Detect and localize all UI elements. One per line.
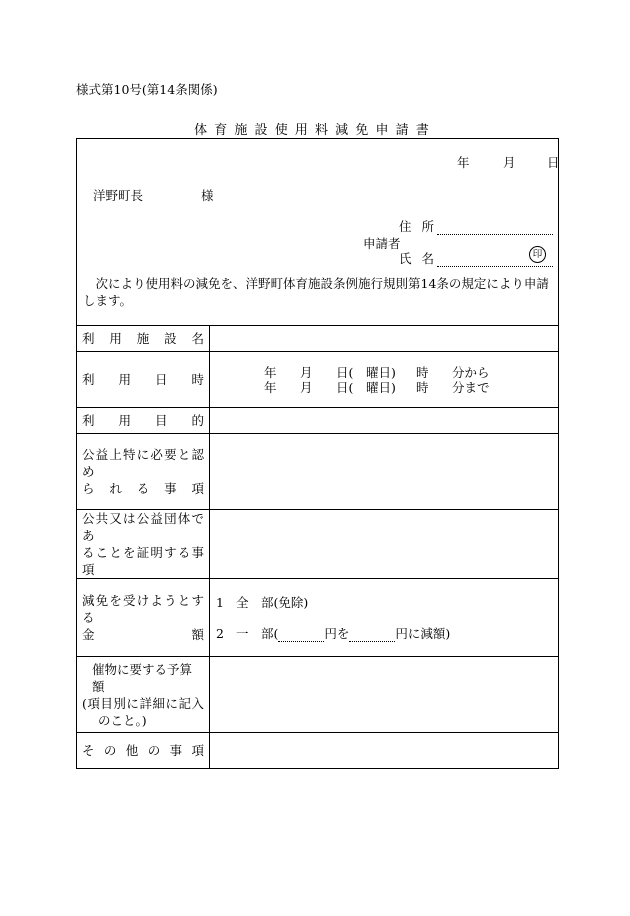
- purpose-label: 利用目的: [77, 408, 210, 434]
- end-minute: 分まで: [452, 379, 490, 395]
- addressee: 洋野町長: [93, 188, 144, 203]
- option2-number: 2: [216, 625, 224, 641]
- public-body-label: [77, 510, 210, 579]
- budget-label-line1: 催物に要する予算額: [92, 661, 193, 694]
- public-interest-row: [77, 434, 559, 510]
- public-interest-field[interactable]: [210, 434, 559, 510]
- facility-field[interactable]: [210, 326, 559, 352]
- amount-field: [210, 579, 559, 657]
- purpose-row: [77, 408, 559, 434]
- option2-prefix: 一 部(: [235, 625, 279, 641]
- public-interest-label: [77, 434, 210, 510]
- start-day: 日(: [336, 364, 354, 380]
- end-year: 年: [264, 379, 277, 395]
- other-field[interactable]: [210, 733, 559, 769]
- budget-label: [77, 657, 210, 733]
- datetime-field[interactable]: [210, 352, 559, 408]
- reduced-amount-field[interactable]: [349, 629, 395, 642]
- budget-label-line2: (項目別に詳細に記入: [82, 695, 204, 711]
- addressee-suffix: 様: [201, 188, 214, 203]
- seal-mark: 印: [529, 246, 546, 263]
- budget-field[interactable]: [210, 657, 559, 733]
- form-number: 様式第10号(第14条関係): [76, 82, 218, 97]
- facility-row: [77, 326, 559, 352]
- date-day-label: 日: [547, 155, 560, 170]
- other-label: その他の事項: [77, 733, 210, 769]
- amount-label-line2: 金額: [82, 627, 204, 642]
- datetime-label: 利用日時: [77, 352, 210, 408]
- option1-number: 1: [216, 594, 224, 610]
- budget-row: [77, 657, 559, 733]
- option2-suffix: 円に減額): [395, 625, 451, 641]
- address-field[interactable]: [437, 222, 553, 235]
- public-body-label-line1: 公共又は公益団体であ: [82, 511, 204, 543]
- partial-reduction-option[interactable]: [216, 625, 558, 642]
- start-minute: 分から: [452, 364, 490, 380]
- other-row: [77, 733, 559, 769]
- application-form-table: [76, 138, 559, 769]
- datetime-row: [77, 352, 559, 408]
- full-exemption-option[interactable]: [216, 594, 558, 611]
- header-row: [77, 139, 559, 326]
- amount-label: [77, 579, 210, 657]
- applicant-address-row: [399, 217, 553, 235]
- datetime-start: [264, 365, 558, 380]
- original-amount-field[interactable]: [278, 629, 324, 642]
- end-weekday: 曜日): [366, 379, 396, 395]
- amount-row: [77, 579, 559, 657]
- name-label: 氏名: [399, 251, 445, 266]
- date-month-label: 月: [503, 155, 516, 170]
- option1-text: 全 部(免除): [235, 594, 309, 610]
- budget-label-line3: のこと。): [98, 712, 147, 728]
- public-body-row: [77, 510, 559, 579]
- amount-label-line1: 減免を受けようとする: [82, 593, 204, 625]
- header-cell: [77, 139, 559, 326]
- end-day: 日(: [336, 379, 354, 395]
- application-statement: 次により使用料の減免を、洋野町体育施設条例施行規則第14条の規定により申請します。: [83, 276, 549, 308]
- date-year-label: 年: [457, 155, 470, 170]
- public-interest-label-line2: られる事項: [82, 481, 204, 496]
- form-title: 体育施設使用料減免申請書: [194, 123, 436, 138]
- purpose-field[interactable]: [210, 408, 559, 434]
- facility-label: 利用施設名: [77, 326, 210, 352]
- application-date[interactable]: [457, 153, 560, 171]
- start-weekday: 曜日): [366, 364, 396, 380]
- applicant-label: 申請者: [363, 236, 401, 251]
- end-month: 月: [300, 379, 313, 395]
- public-body-label-line2: ることを証明する事項: [82, 545, 204, 577]
- start-hour: 時: [416, 364, 429, 380]
- start-month: 月: [300, 364, 313, 380]
- public-interest-label-line1: 公益上特に必要と認め: [82, 447, 204, 479]
- datetime-end: [264, 380, 558, 395]
- end-hour: 時: [416, 379, 429, 395]
- public-body-field[interactable]: [210, 510, 559, 579]
- option2-mid: 円を: [324, 625, 350, 641]
- datetime-block: [264, 365, 558, 395]
- address-label: 住所: [399, 219, 445, 234]
- start-year: 年: [264, 364, 277, 380]
